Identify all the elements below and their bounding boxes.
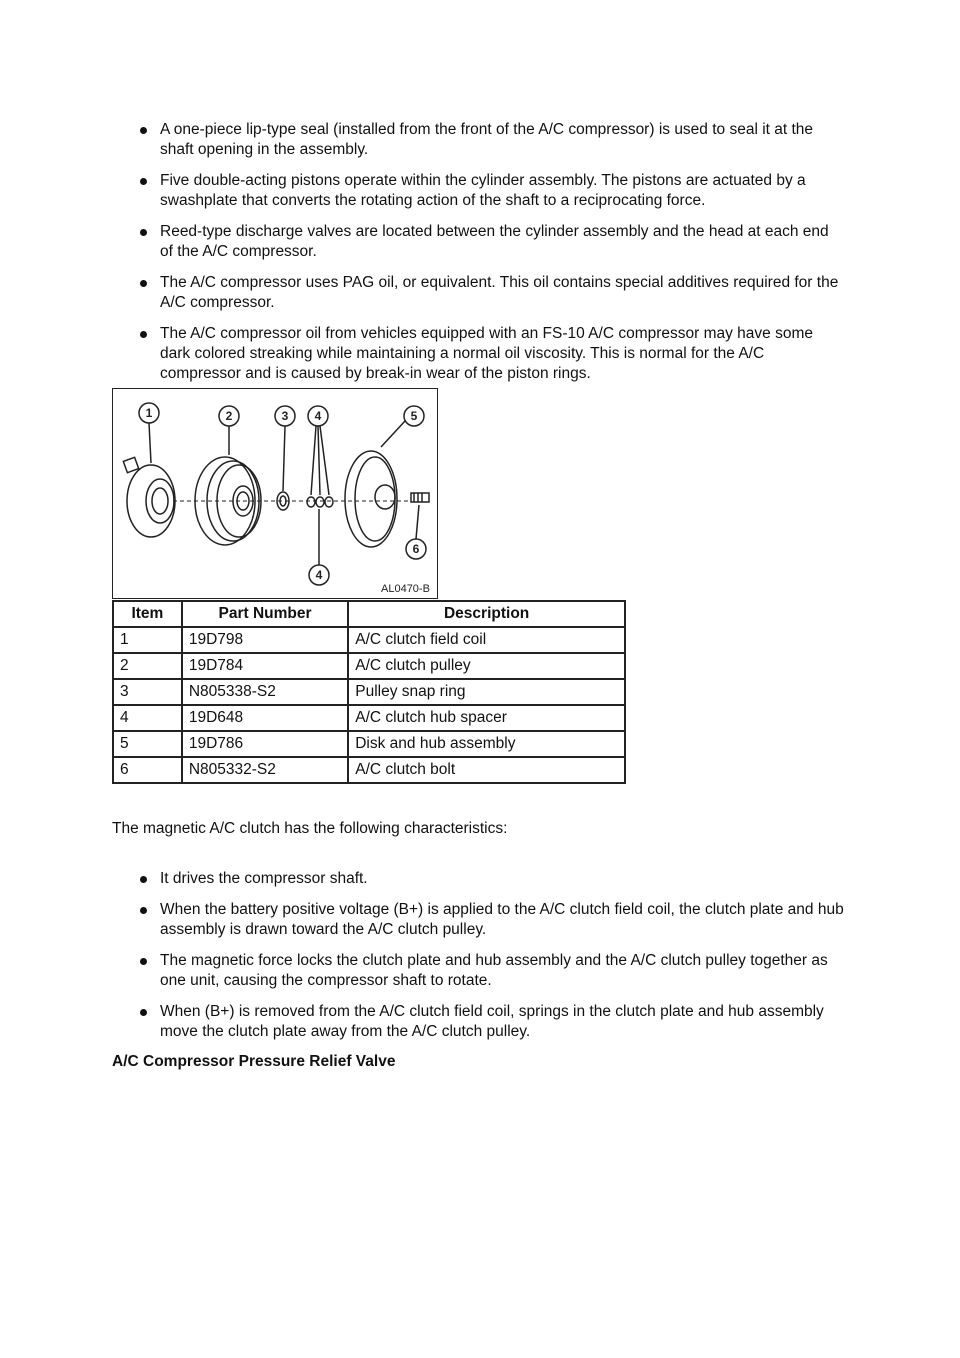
table-row (113, 653, 625, 679)
cell-description: A/C clutch pulley (348, 653, 625, 679)
list-item-text: A one-piece lip-type seal (installed from the front of the A/C compressor) is used to seal it at the shaft opening in the assembly. (160, 121, 814, 158)
table-header-row (113, 601, 625, 627)
cell-part-number: 19D798 (182, 627, 348, 653)
column-header-description: Description (348, 601, 625, 627)
list-item-text: When the battery positive voltage (B+) is applied to the A/C clutch field coil, the clutch plate and hub assembly is drawn toward the A/C clutch pulley. (160, 901, 844, 938)
compressor-features-list (140, 120, 845, 395)
bullet-icon (140, 1009, 147, 1016)
cell-item: 4 (113, 705, 182, 731)
list-item (140, 324, 845, 384)
cell-description: Disk and hub assembly (348, 731, 625, 757)
list-item (140, 900, 845, 940)
cell-description: A/C clutch hub spacer (348, 705, 625, 731)
list-item-text: Five double-acting pistons operate within the cylinder assembly. The pistons are actuated by a swashplate that converts the rotating action of the shaft to a reciprocating force. (160, 172, 806, 209)
callout-6: 6 (412, 542, 420, 556)
list-item-text: The magnetic force locks the clutch plate and hub assembly and the A/C clutch pulley together as one unit, causing the compressor shaft to rotate. (160, 952, 828, 989)
list-item (140, 171, 845, 211)
bullet-icon (140, 331, 147, 338)
cell-part-number: N805332-S2 (182, 757, 348, 783)
list-item-text: It drives the compressor shaft. (160, 870, 368, 887)
section-heading: A/C Compressor Pressure Relief Valve (112, 1053, 396, 1070)
list-item-text: The A/C compressor oil from vehicles equipped with an FS-10 A/C compressor may have some dark colored streaking while maintaining a normal oil viscosity. This is normal for the A/C compressor and is caused by break-in wear of the piston rings. (160, 325, 813, 382)
list-item-text: Reed-type discharge valves are located between the cylinder assembly and the head at each end of the A/C compressor. (160, 223, 829, 260)
table-row (113, 731, 625, 757)
cell-part-number: 19D786 (182, 731, 348, 757)
bullet-icon (140, 907, 147, 914)
bullet-icon (140, 280, 147, 287)
diagram-drawing (113, 389, 437, 598)
list-item-text: The A/C compressor uses PAG oil, or equivalent. This oil contains special additives required for the A/C compressor. (160, 274, 839, 311)
cell-item: 3 (113, 679, 182, 705)
cell-description: A/C clutch bolt (348, 757, 625, 783)
clutch-characteristics-list (140, 869, 845, 1053)
list-item (140, 951, 845, 991)
bullet-icon (140, 876, 147, 883)
bullet-icon (140, 178, 147, 185)
callout-1: 1 (145, 406, 153, 420)
bullet-icon (140, 958, 147, 965)
table-row (113, 705, 625, 731)
cell-description: A/C clutch field coil (348, 627, 625, 653)
table-row (113, 757, 625, 783)
clutch-intro-text: The magnetic A/C clutch has the following characteristics: (112, 820, 508, 837)
list-item-text: When (B+) is removed from the A/C clutch field coil, springs in the clutch plate and hub assembly move the clutch plate away from the A/C clutch pulley. (160, 1003, 824, 1040)
cell-item: 6 (113, 757, 182, 783)
bullet-icon (140, 229, 147, 236)
cell-description: Pulley snap ring (348, 679, 625, 705)
callout-2: 2 (225, 409, 233, 423)
cell-part-number: 19D648 (182, 705, 348, 731)
column-header-item: Item (113, 601, 182, 627)
table-row (113, 627, 625, 653)
list-item (140, 1002, 845, 1042)
callout-4-lower: 4 (315, 568, 323, 582)
callout-5: 5 (410, 409, 418, 423)
bullet-icon (140, 127, 147, 134)
table-row (113, 679, 625, 705)
list-item (140, 869, 845, 889)
list-item (140, 222, 845, 262)
cell-item: 1 (113, 627, 182, 653)
cell-item: 5 (113, 731, 182, 757)
cell-item: 2 (113, 653, 182, 679)
callout-3: 3 (281, 409, 289, 423)
list-item (140, 120, 845, 160)
column-header-part-number: Part Number (182, 601, 348, 627)
cell-part-number: 19D784 (182, 653, 348, 679)
figure-code: AL0470-B (381, 583, 430, 595)
list-item (140, 273, 845, 313)
cell-part-number: N805338-S2 (182, 679, 348, 705)
parts-table (112, 600, 626, 784)
disk-hub-shape (345, 451, 397, 547)
clutch-exploded-diagram (112, 388, 438, 599)
callout-4: 4 (314, 409, 322, 423)
